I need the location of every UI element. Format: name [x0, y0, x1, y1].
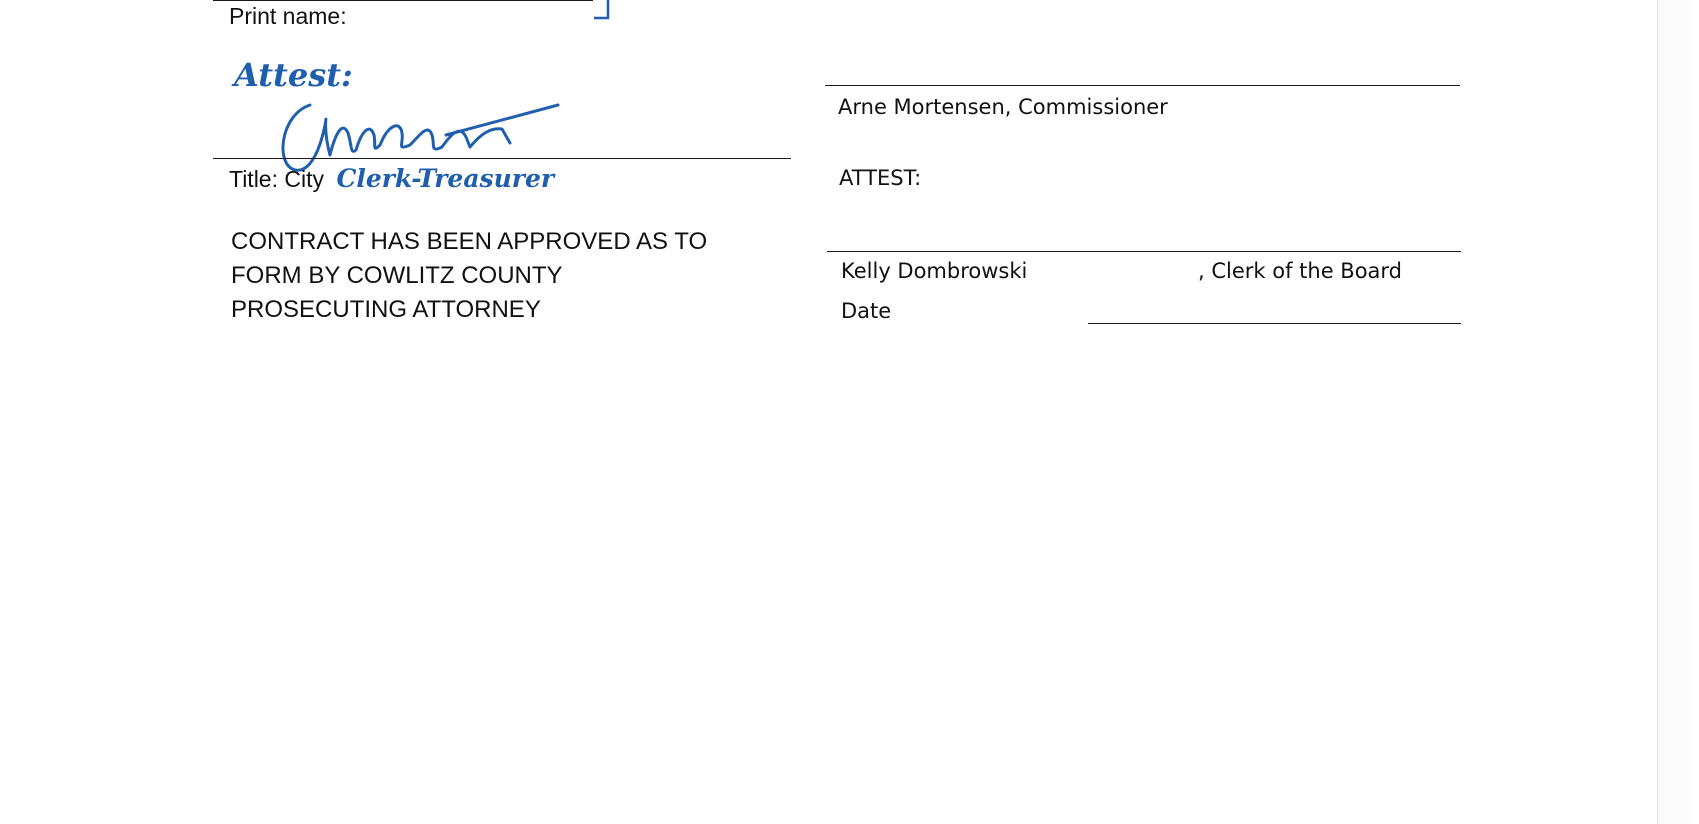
top-signature-line	[213, 0, 593, 1]
title-row	[229, 164, 554, 193]
clerk-title: , Clerk of the Board	[1198, 259, 1403, 283]
approval-block	[231, 225, 707, 327]
title-label: Title: City	[229, 166, 324, 192]
print-name-label: Print name:	[229, 3, 347, 29]
attest-handwritten: Attest:	[234, 56, 353, 94]
date-label: Date	[841, 299, 892, 323]
title-handwritten: Clerk-Treasurer	[336, 164, 555, 193]
bracket-mark-icon	[590, 0, 620, 22]
date-line	[1088, 323, 1461, 324]
clerk-signature-line	[827, 251, 1461, 252]
commissioner-name: Arne Mortensen, Commissioner	[838, 95, 1168, 119]
approval-line-3: PROSECUTING ATTORNEY	[231, 296, 541, 323]
clerk-name: Kelly Dombrowski	[841, 259, 1028, 283]
page-edge	[1657, 0, 1693, 824]
commissioner-signature-line	[825, 85, 1460, 86]
signature-icon	[270, 95, 590, 175]
approval-line-2: FORM BY COWLITZ COUNTY	[231, 262, 563, 289]
title-signature-line	[213, 158, 791, 159]
approval-line-1: CONTRACT HAS BEEN APPROVED AS TO	[231, 228, 708, 255]
attest-label: ATTEST:	[839, 166, 922, 190]
